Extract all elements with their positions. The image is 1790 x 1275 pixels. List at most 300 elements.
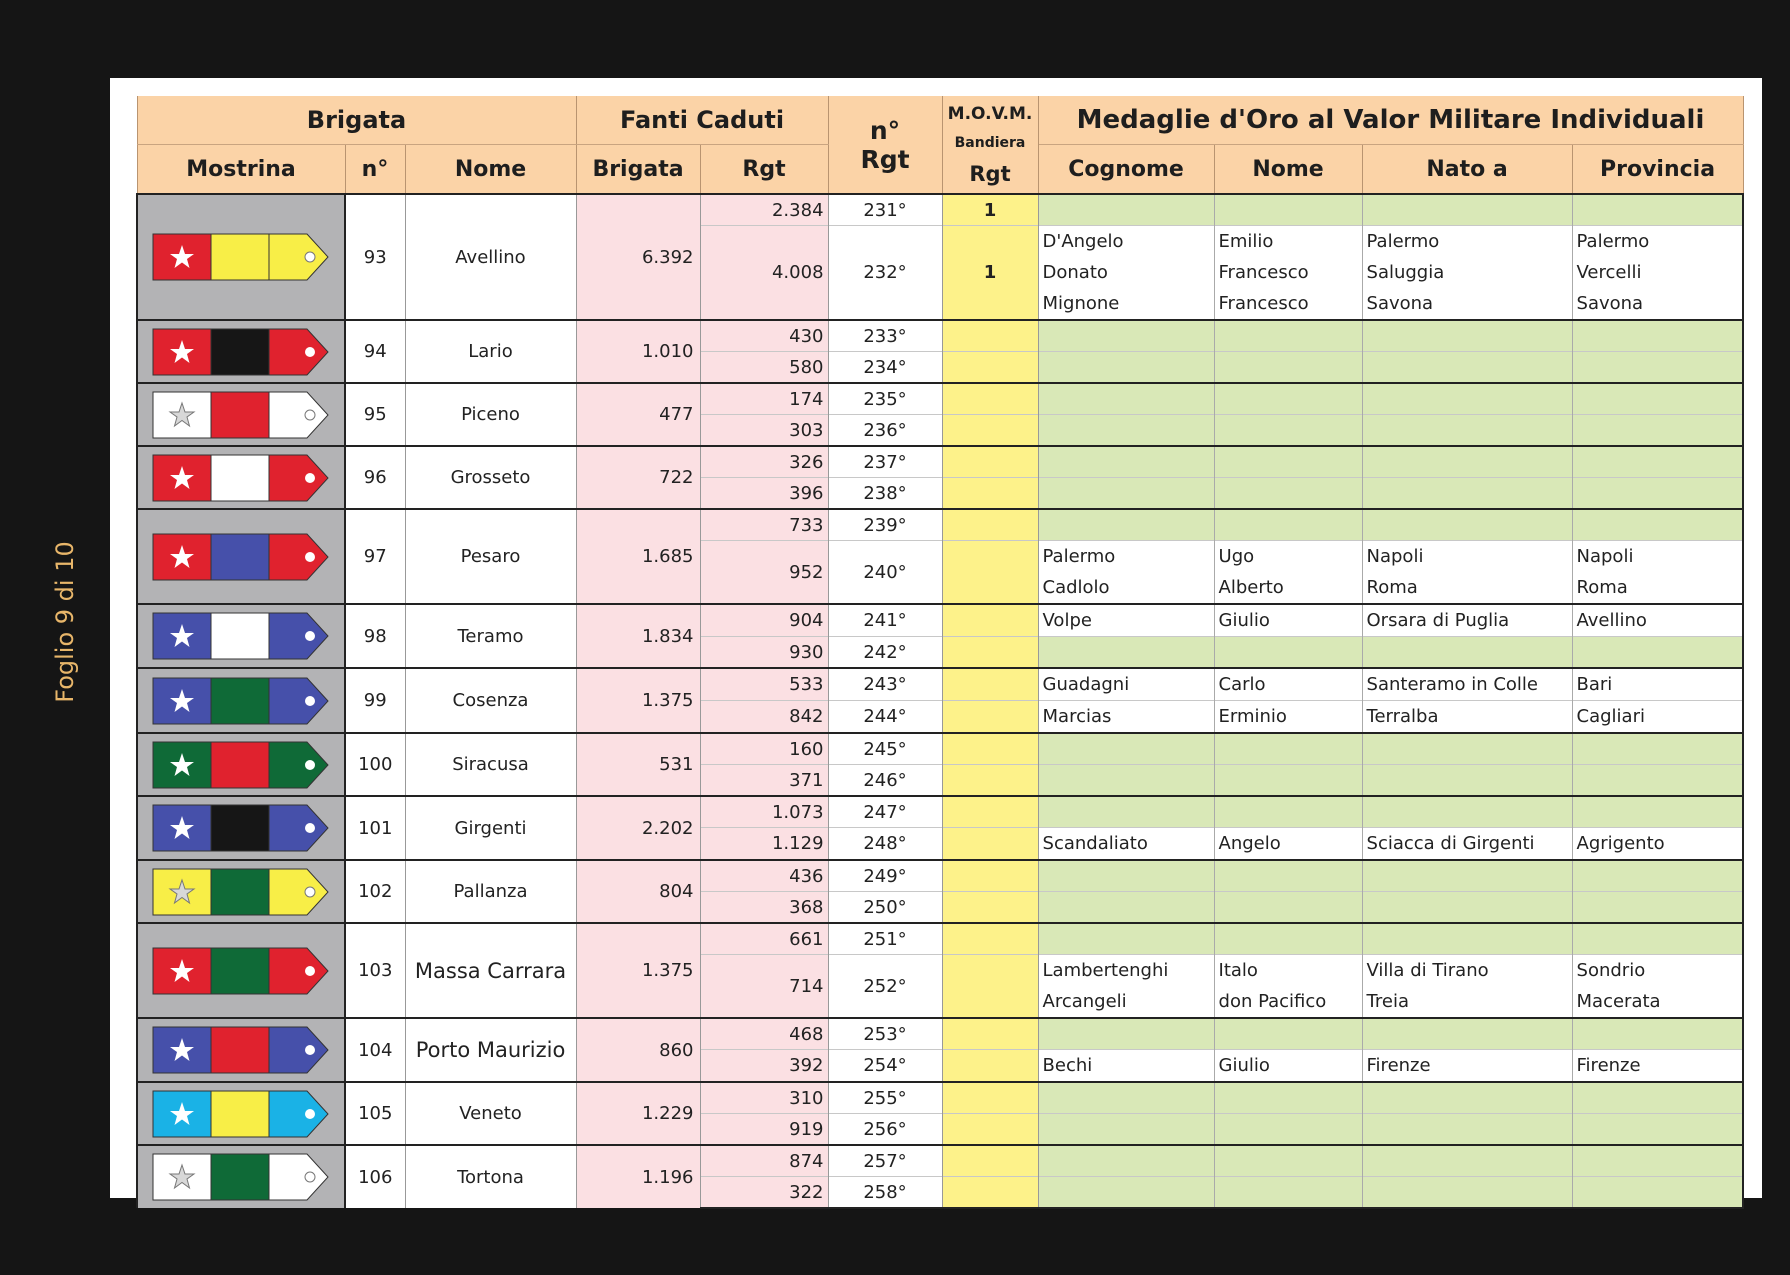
- regiment-fallen: 310: [700, 1082, 828, 1114]
- medal-nome-cell: [1214, 1018, 1362, 1050]
- regiment-number: 239°: [828, 509, 942, 541]
- header-medaglie: Medaglie d'Oro al Valor Militare Individuali: [1038, 96, 1743, 145]
- header-n: n°: [345, 145, 405, 195]
- medal-prov: Palermo: [1576, 231, 1650, 252]
- medal-prov-cell: [1572, 1050, 1743, 1083]
- medal-nato-cell: [1362, 668, 1572, 701]
- medal-prov-cell: [1572, 446, 1743, 478]
- brigade-number: 99: [345, 668, 405, 733]
- medal-nome-cell: [1214, 637, 1362, 669]
- medal-nome-cell: [1214, 828, 1362, 861]
- medal-nome-cell: [1214, 446, 1362, 478]
- mostrina-icon: [152, 944, 330, 998]
- medal-cognome-cell: [1038, 1177, 1214, 1209]
- medal-prov-cell: [1572, 668, 1743, 701]
- medal-nato: Roma: [1366, 577, 1418, 598]
- medal-prov: Agrigento: [1576, 833, 1665, 854]
- brigade-fallen-total: 860: [576, 1018, 700, 1082]
- medal-cognome-cell: [1038, 320, 1214, 352]
- movm-flag: [942, 509, 1038, 541]
- medal-cognome-cell: [1038, 1082, 1214, 1114]
- header-movm-top: M.O.V.M.: [947, 103, 1033, 124]
- header-provincia: Provincia: [1572, 145, 1743, 195]
- medal-nome-cell: [1214, 320, 1362, 352]
- mostrina-icon: [152, 230, 330, 284]
- medal-nato-cell: [1362, 765, 1572, 797]
- medal-cognome-cell: [1038, 604, 1214, 637]
- regiment-fallen: 436: [700, 860, 828, 892]
- medal-nome-cell: [1214, 604, 1362, 637]
- movm-flag: [942, 923, 1038, 955]
- regiment-number: 247°: [828, 796, 942, 828]
- regiment-number: 241°: [828, 604, 942, 637]
- mostrina-cell: [137, 604, 345, 668]
- brigade-number: 104: [345, 1018, 405, 1082]
- medal-prov-cell: [1572, 637, 1743, 669]
- movm-flag: [942, 1177, 1038, 1209]
- medal-prov-cell: [1572, 701, 1743, 734]
- medal-prov-cell: [1572, 892, 1743, 924]
- movm-flag: [942, 701, 1038, 734]
- mostrina-cell: [137, 194, 345, 320]
- header-n-rgt-bottom: Rgt: [860, 144, 910, 174]
- regiment-number: 240°: [828, 541, 942, 605]
- medal-prov-cell: [1572, 352, 1743, 384]
- movm-flag: [942, 892, 1038, 924]
- medal-nome-cell: [1214, 796, 1362, 828]
- movm-flag: [942, 604, 1038, 637]
- medal-nato-cell: [1362, 955, 1572, 1019]
- medal-nato-cell: [1362, 923, 1572, 955]
- movm-flag: [942, 320, 1038, 352]
- medal-nato-cell: [1362, 796, 1572, 828]
- movm-flag: [942, 352, 1038, 384]
- table-body: [137, 194, 1743, 1208]
- medal-nome: Ugo: [1218, 546, 1255, 567]
- medal-cognome-cell: [1038, 701, 1214, 734]
- medal-nome-cell: [1214, 701, 1362, 734]
- medal-prov-cell: [1572, 1145, 1743, 1177]
- medal-nato: Santeramo in Colle: [1366, 674, 1538, 695]
- medal-prov-cell: [1572, 383, 1743, 415]
- brigade-number: 93: [345, 194, 405, 320]
- regiment-fallen: 468: [700, 1018, 828, 1050]
- table-row: [137, 604, 1743, 637]
- brigade-name: Pesaro: [405, 509, 576, 604]
- brigade-name: Cosenza: [405, 668, 576, 733]
- medal-prov: Sondrio: [1576, 960, 1646, 981]
- medal-prov: Avellino: [1576, 610, 1647, 631]
- medal-nato: Orsara di Puglia: [1366, 610, 1510, 631]
- medal-nato-cell: [1362, 892, 1572, 924]
- brigade-number: 106: [345, 1145, 405, 1208]
- regiment-number: 255°: [828, 1082, 942, 1114]
- medal-prov-cell: [1572, 1114, 1743, 1146]
- header-movm-mid: Bandiera: [954, 134, 1026, 151]
- medal-prov-cell: [1572, 860, 1743, 892]
- medal-nato: Saluggia: [1366, 262, 1445, 283]
- header-n-rgt: [828, 96, 942, 194]
- brigade-fallen-total: 531: [576, 733, 700, 796]
- mostrina-icon: [152, 801, 330, 855]
- medal-cognome-cell: [1038, 352, 1214, 384]
- medal-nome: Italo: [1218, 960, 1258, 981]
- brigade-number: 98: [345, 604, 405, 668]
- header-medal-nome: Nome: [1214, 145, 1362, 195]
- brigade-name: Avellino: [405, 194, 576, 320]
- medal-cognome-cell: [1038, 226, 1214, 321]
- regiment-fallen: 661: [700, 923, 828, 955]
- medal-cognome-cell: [1038, 765, 1214, 797]
- header-n-rgt-top: n°: [869, 115, 901, 145]
- medal-prov-cell: [1572, 604, 1743, 637]
- medal-nome: Giulio: [1218, 610, 1270, 631]
- movm-flag: [942, 1050, 1038, 1083]
- regiment-fallen: 322: [700, 1177, 828, 1209]
- medal-cognome-cell: [1038, 415, 1214, 447]
- mostrina-icon: [152, 865, 330, 919]
- medal-nato-cell: [1362, 194, 1572, 226]
- regiment-number: 234°: [828, 352, 942, 384]
- regiment-fallen: 533: [700, 668, 828, 701]
- header-nato-a: Nato a: [1362, 145, 1572, 195]
- medal-prov-cell: [1572, 733, 1743, 765]
- brigade-fallen-total: 1.229: [576, 1082, 700, 1145]
- table-row: [137, 509, 1743, 541]
- regiment-number: 252°: [828, 955, 942, 1019]
- brigade-name: Lario: [405, 320, 576, 383]
- medal-nato: Savona: [1366, 293, 1434, 314]
- medal-cognome-cell: [1038, 1114, 1214, 1146]
- brigade-number: 97: [345, 509, 405, 604]
- medal-cognome: Lambertenghi: [1042, 960, 1169, 981]
- medal-nato: Palermo: [1366, 231, 1440, 252]
- table-row: [137, 446, 1743, 478]
- regiment-fallen: 919: [700, 1114, 828, 1146]
- mostrina-cell: [137, 668, 345, 733]
- brigade-number: 102: [345, 860, 405, 923]
- regiment-number: 236°: [828, 415, 942, 447]
- mostrina-cell: [137, 923, 345, 1018]
- medal-nato-cell: [1362, 1050, 1572, 1083]
- table-row: [137, 860, 1743, 892]
- medal-nome-cell: [1214, 352, 1362, 384]
- regiment-number: 249°: [828, 860, 942, 892]
- medal-cognome-cell: [1038, 478, 1214, 510]
- medal-cognome: Donato: [1042, 262, 1108, 283]
- medal-prov-cell: [1572, 1082, 1743, 1114]
- mostrina-cell: [137, 860, 345, 923]
- mostrina-cell: [137, 509, 345, 604]
- medal-nato: Treia: [1366, 991, 1409, 1012]
- medal-nome-cell: [1214, 1145, 1362, 1177]
- brigade-number: 101: [345, 796, 405, 860]
- movm-flag: [942, 637, 1038, 669]
- movm-flag: [942, 668, 1038, 701]
- medal-nome: Angelo: [1218, 833, 1281, 854]
- regiment-number: 254°: [828, 1050, 942, 1083]
- brigade-number: 100: [345, 733, 405, 796]
- medal-prov-cell: [1572, 796, 1743, 828]
- medal-nome-cell: [1214, 541, 1362, 605]
- medal-cognome-cell: [1038, 860, 1214, 892]
- brigade-fallen-total: 1.010: [576, 320, 700, 383]
- regiment-fallen: 874: [700, 1145, 828, 1177]
- brigade-fallen-total: 722: [576, 446, 700, 509]
- regiment-number: 235°: [828, 383, 942, 415]
- movm-flag: [942, 765, 1038, 797]
- brigade-number: 95: [345, 383, 405, 446]
- regiment-fallen: 371: [700, 765, 828, 797]
- regiment-fallen: 160: [700, 733, 828, 765]
- medal-cognome-cell: [1038, 446, 1214, 478]
- medal-nato: Firenze: [1366, 1055, 1431, 1076]
- mostrina-icon: [152, 530, 330, 584]
- mostrina-icon: [152, 1023, 330, 1077]
- movm-flag: [942, 478, 1038, 510]
- movm-flag: [942, 828, 1038, 861]
- regiment-fallen: 4.008: [700, 226, 828, 321]
- medal-nome-cell: [1214, 509, 1362, 541]
- medal-nato-cell: [1362, 383, 1572, 415]
- medal-nome-cell: [1214, 923, 1362, 955]
- regiment-number: 256°: [828, 1114, 942, 1146]
- regiment-number: 242°: [828, 637, 942, 669]
- regiment-fallen: 904: [700, 604, 828, 637]
- medal-nato-cell: [1362, 478, 1572, 510]
- regiment-fallen: 714: [700, 955, 828, 1019]
- movm-flag: 1: [942, 194, 1038, 226]
- medal-nato-cell: [1362, 860, 1572, 892]
- header-fc-brigata: Brigata: [576, 145, 700, 195]
- brigade-name: Pallanza: [405, 860, 576, 923]
- movm-flag: [942, 796, 1038, 828]
- medal-cognome-cell: [1038, 733, 1214, 765]
- brigade-name: Siracusa: [405, 733, 576, 796]
- movm-flag: [942, 1018, 1038, 1050]
- medal-nome-cell: [1214, 226, 1362, 321]
- medal-prov-cell: [1572, 415, 1743, 447]
- medal-cognome-cell: [1038, 955, 1214, 1019]
- medal-cognome-cell: [1038, 541, 1214, 605]
- mostrina-cell: [137, 1018, 345, 1082]
- medal-prov-cell: [1572, 955, 1743, 1019]
- table-row: [137, 923, 1743, 955]
- header-movm-bottom: Rgt: [969, 161, 1011, 186]
- medal-nome-cell: [1214, 1114, 1362, 1146]
- medal-prov-cell: [1572, 226, 1743, 321]
- medal-nome: Francesco: [1218, 293, 1309, 314]
- mostrina-cell: [137, 733, 345, 796]
- brigade-fallen-total: 477: [576, 383, 700, 446]
- regiment-number: 253°: [828, 1018, 942, 1050]
- brigade-fallen-total: 1.834: [576, 604, 700, 668]
- medal-nato-cell: [1362, 1145, 1572, 1177]
- medal-nato-cell: [1362, 733, 1572, 765]
- regiment-number: 250°: [828, 892, 942, 924]
- medal-prov: Firenze: [1576, 1055, 1641, 1076]
- mostrina-cell: [137, 383, 345, 446]
- brigade-number: 103: [345, 923, 405, 1018]
- table-row: [137, 320, 1743, 352]
- medal-cognome: Guadagni: [1042, 674, 1130, 695]
- medal-prov-cell: [1572, 541, 1743, 605]
- movm-flag: [942, 446, 1038, 478]
- brigade-name: Piceno: [405, 383, 576, 446]
- medal-nato-cell: [1362, 226, 1572, 321]
- regiment-number: 237°: [828, 446, 942, 478]
- medal-prov-cell: [1572, 478, 1743, 510]
- table-row: [137, 796, 1743, 828]
- table-row: [137, 668, 1743, 701]
- medal-cognome-cell: [1038, 828, 1214, 861]
- medal-nato: Terralba: [1366, 706, 1439, 727]
- mostrina-icon: [152, 609, 330, 663]
- medal-cognome-cell: [1038, 1145, 1214, 1177]
- medal-prov-cell: [1572, 923, 1743, 955]
- brigade-number: 105: [345, 1082, 405, 1145]
- regiment-fallen: 580: [700, 352, 828, 384]
- medal-nome: Erminio: [1218, 706, 1287, 727]
- medal-cognome: Volpe: [1042, 610, 1092, 631]
- medal-prov-cell: [1572, 765, 1743, 797]
- movm-flag: [942, 733, 1038, 765]
- brigades-table: [136, 96, 1744, 1209]
- medal-cognome: Scandaliato: [1042, 833, 1148, 854]
- medal-cognome: Palermo: [1042, 546, 1116, 567]
- medal-nome: Carlo: [1218, 674, 1266, 695]
- regiment-fallen: 842: [700, 701, 828, 734]
- medal-nato: Napoli: [1366, 546, 1424, 567]
- medal-nato-cell: [1362, 509, 1572, 541]
- brigade-name: Grosseto: [405, 446, 576, 509]
- mostrina-icon: [152, 388, 330, 442]
- medal-nato-cell: [1362, 1082, 1572, 1114]
- medal-nome: Emilio: [1218, 231, 1274, 252]
- medal-prov: Vercelli: [1576, 262, 1642, 283]
- brigade-fallen-total: 2.202: [576, 796, 700, 860]
- regiment-number: 245°: [828, 733, 942, 765]
- regiment-number: 231°: [828, 194, 942, 226]
- medal-cognome: D'Angelo: [1042, 231, 1124, 252]
- medal-nome-cell: [1214, 892, 1362, 924]
- mostrina-cell: [137, 446, 345, 509]
- medal-nato-cell: [1362, 415, 1572, 447]
- medal-nome-cell: [1214, 194, 1362, 226]
- medal-cognome-cell: [1038, 637, 1214, 669]
- regiment-number: 246°: [828, 765, 942, 797]
- medal-cognome-cell: [1038, 194, 1214, 226]
- mostrina-icon: [152, 674, 330, 728]
- brigade-number: 94: [345, 320, 405, 383]
- movm-flag: [942, 1145, 1038, 1177]
- medal-nome: Alberto: [1218, 577, 1284, 598]
- mostrina-icon: [152, 325, 330, 379]
- medal-nome-cell: [1214, 1177, 1362, 1209]
- regiment-number: 248°: [828, 828, 942, 861]
- brigade-name: Veneto: [405, 1082, 576, 1145]
- medal-prov-cell: [1572, 509, 1743, 541]
- medal-prov: Napoli: [1576, 546, 1634, 567]
- brigade-name: Teramo: [405, 604, 576, 668]
- medal-nome-cell: [1214, 1050, 1362, 1083]
- regiment-number: 251°: [828, 923, 942, 955]
- table-row: [137, 1018, 1743, 1050]
- table-row: [137, 1082, 1743, 1114]
- medal-cognome-cell: [1038, 923, 1214, 955]
- movm-flag: [942, 1114, 1038, 1146]
- regiment-fallen: 733: [700, 509, 828, 541]
- medal-nome-cell: [1214, 478, 1362, 510]
- mostrina-icon: [152, 1087, 330, 1141]
- regiment-fallen: 1.129: [700, 828, 828, 861]
- mostrina-icon: [152, 1150, 330, 1204]
- medal-nato: Villa di Tirano: [1366, 960, 1489, 981]
- medal-nato-cell: [1362, 1177, 1572, 1209]
- header-mostrina: Mostrina: [137, 145, 345, 195]
- brigade-fallen-total: 6.392: [576, 194, 700, 320]
- medal-cognome: Cadlolo: [1042, 577, 1110, 598]
- medal-nome: Francesco: [1218, 262, 1309, 283]
- brigade-name: Massa Carrara: [405, 923, 576, 1018]
- medal-nato-cell: [1362, 604, 1572, 637]
- brigade-fallen-total: 1.375: [576, 923, 700, 1018]
- medal-prov: Savona: [1576, 293, 1644, 314]
- table-row: [137, 194, 1743, 226]
- mostrina-cell: [137, 320, 345, 383]
- medal-prov-cell: [1572, 1177, 1743, 1209]
- regiment-fallen: 2.384: [700, 194, 828, 226]
- medal-cognome: Arcangeli: [1042, 991, 1127, 1012]
- brigade-name: Tortona: [405, 1145, 576, 1208]
- medal-cognome: Marcias: [1042, 706, 1112, 727]
- brigade-fallen-total: 1.375: [576, 668, 700, 733]
- medal-nome-cell: [1214, 765, 1362, 797]
- medal-cognome-cell: [1038, 383, 1214, 415]
- regiment-fallen: 430: [700, 320, 828, 352]
- medal-nome-cell: [1214, 955, 1362, 1019]
- movm-flag: 1: [942, 226, 1038, 321]
- brigade-fallen-total: 1.196: [576, 1145, 700, 1208]
- medal-prov: Macerata: [1576, 991, 1661, 1012]
- brigade-name: Girgenti: [405, 796, 576, 860]
- medal-cognome: Mignone: [1042, 293, 1120, 314]
- regiment-number: 257°: [828, 1145, 942, 1177]
- medal-cognome-cell: [1038, 1018, 1214, 1050]
- regiment-fallen: 396: [700, 478, 828, 510]
- movm-flag: [942, 415, 1038, 447]
- medal-nato-cell: [1362, 320, 1572, 352]
- movm-flag: [942, 955, 1038, 1019]
- medal-nome-cell: [1214, 383, 1362, 415]
- medal-prov-cell: [1572, 194, 1743, 226]
- mostrina-cell: [137, 796, 345, 860]
- medal-prov-cell: [1572, 320, 1743, 352]
- brigade-number: 96: [345, 446, 405, 509]
- medal-nato-cell: [1362, 446, 1572, 478]
- medal-prov: Roma: [1576, 577, 1628, 598]
- medal-nome-cell: [1214, 860, 1362, 892]
- brigade-name: Porto Maurizio: [405, 1018, 576, 1082]
- sheet-label: Foglio 9 di 10: [51, 541, 79, 703]
- regiment-number: 258°: [828, 1177, 942, 1209]
- header-fc-rgt: Rgt: [700, 145, 828, 195]
- brigade-fallen-total: 1.685: [576, 509, 700, 604]
- medal-nome-cell: [1214, 415, 1362, 447]
- header-brigata: Brigata: [137, 96, 576, 145]
- mostrina-cell: [137, 1082, 345, 1145]
- movm-flag: [942, 383, 1038, 415]
